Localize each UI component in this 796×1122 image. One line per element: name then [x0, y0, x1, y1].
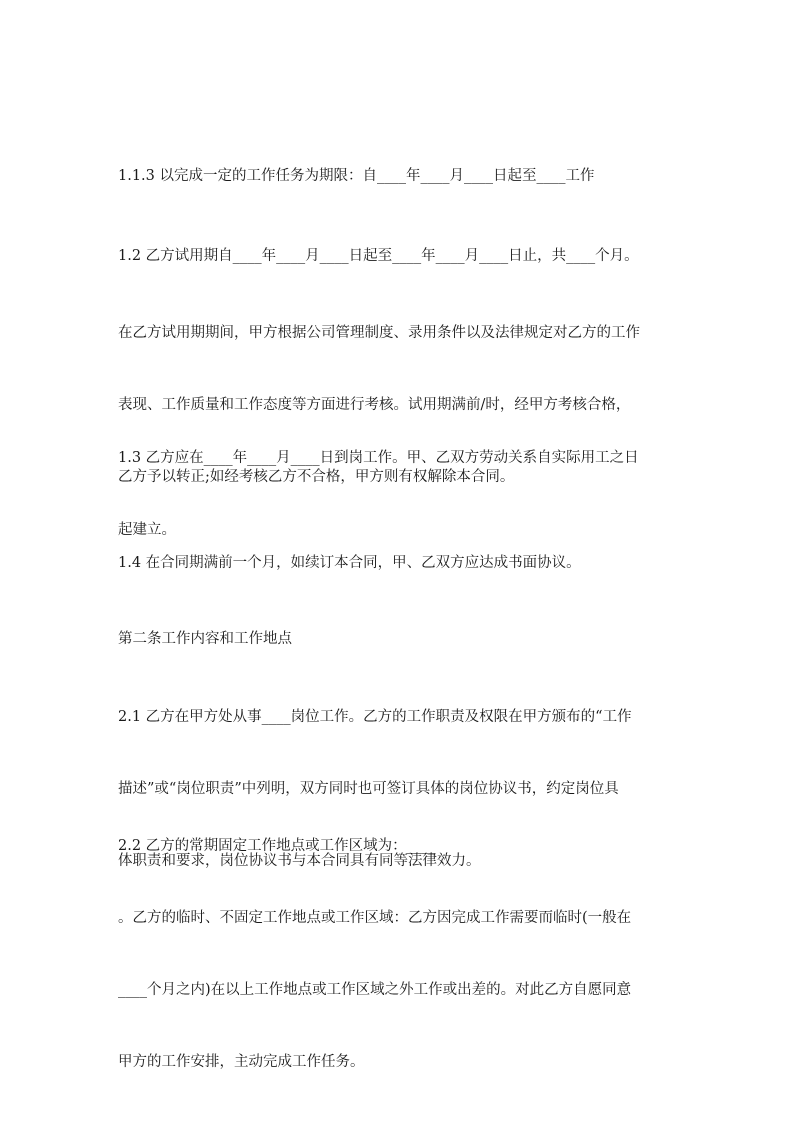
text-line: 描述”或“岗位职责”中列明，双方同时也可签订具体的岗位协议书，约定岗位具 — [118, 781, 619, 797]
text-line: 第二条工作内容和工作地点 — [118, 631, 292, 647]
text-line: 1.4 在合同期满前一个月，如续订本合同，甲、乙双方应达成书面协议。 — [118, 555, 581, 571]
text-line: 乙方予以转正;如经考核乙方不合格，甲方则有权解除本合同。 — [118, 469, 515, 485]
text-line: 体职责和要求，岗位协议书与本合同具有同等法律效力。 — [118, 853, 481, 869]
text-line: 2.2 乙方的常期固定工作地点或工作区域为：____ — [118, 838, 436, 854]
text-line: 2.1 乙方在甲方处从事____岗位工作。乙方的工作职责及权限在甲方颁布的“工作 — [118, 709, 632, 725]
text-line: 在乙方试用期期间，甲方根据公司管理制度、录用条件以及法律规定对乙方的工作 — [118, 325, 640, 341]
text-line: 1.1.3 以完成一定的工作任务为期限：自____年____月____日起至____工作 — [118, 168, 595, 184]
text-line: 1.3 乙方应在____年____月____日到岗工作。甲、乙双方劳动关系自实际用工之日 — [118, 450, 639, 466]
text-line: 甲方的工作安排，主动完成工作任务。 — [118, 1054, 365, 1070]
text-line: ____个月之内)在以上工作地点或工作区域之外工作或出差的。对此乙方自愿同意 — [118, 982, 632, 998]
text-line: 起建立。 — [118, 522, 176, 538]
text-line: 表现、工作质量和工作态度等方面进行考核。试用期满前/时，经甲方考核合格， — [118, 397, 631, 413]
text-line: 1.2 乙方试用期自____年____月____日起至____年____月____日止，共____个月。 — [118, 248, 639, 264]
clause-2-2 — [118, 786, 688, 1122]
text-line: 。乙方的临时、不固定工作地点或工作区域：乙方因完成工作需要而临时(一般在 — [118, 910, 632, 926]
